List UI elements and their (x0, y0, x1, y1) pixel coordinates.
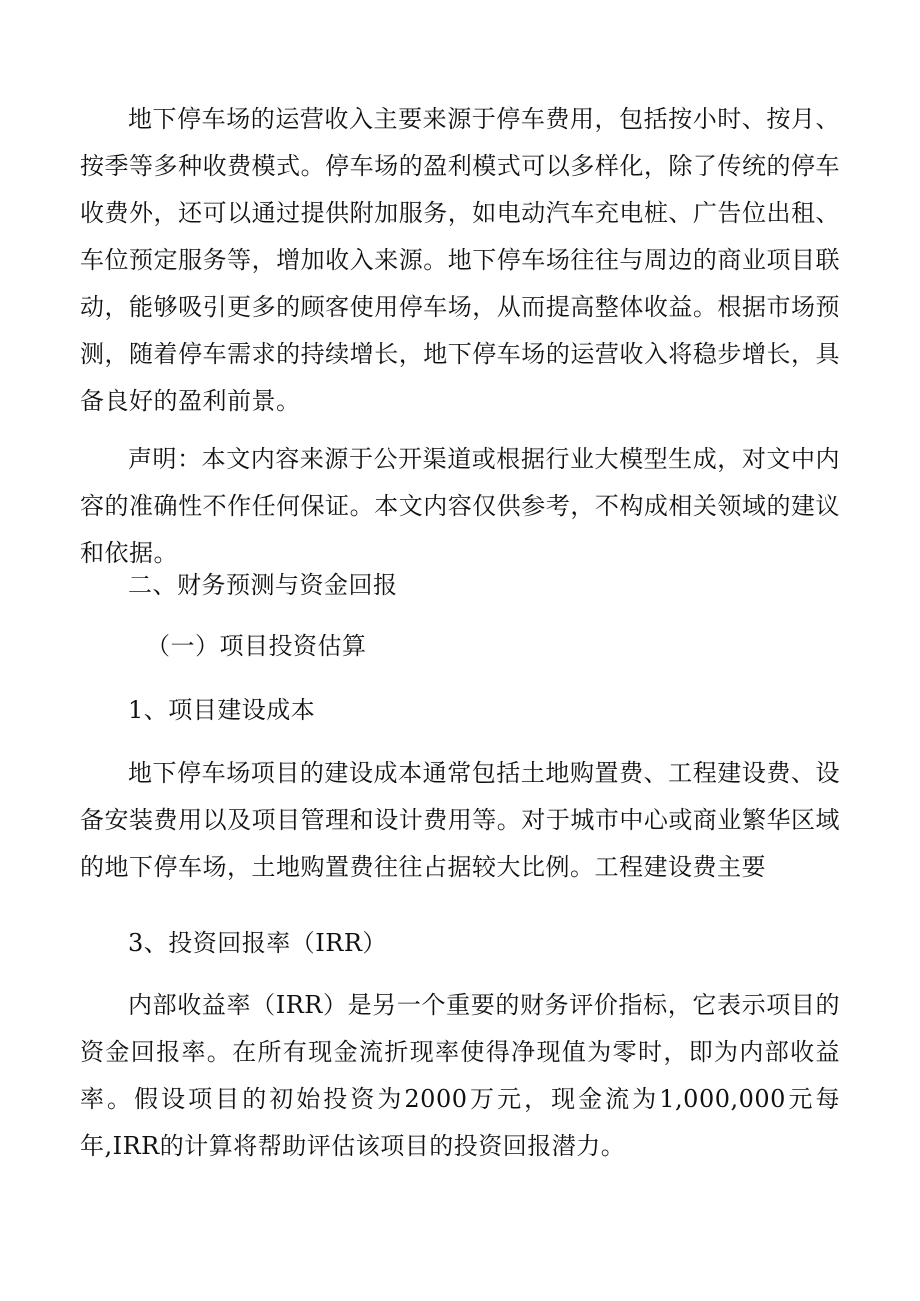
item-3-heading: 3、投资回报率（IRR） (128, 929, 387, 957)
item-1-heading: 1、项目建设成本 (128, 696, 316, 724)
section-heading: 二、财务预测与资金回报 (128, 571, 398, 599)
subsection-heading: （一）项目投资估算 (146, 632, 367, 660)
paragraph-operating-revenue: 地下停车场的运营收入主要来源于停车费用，包括按小时、按月、按季等多种收费模式。停车场的盈利模式可以多样化，除了传统的停车收费外，还可以通过提供附加服务，如电动汽车充电桩、广告位出租、车位预定服务等，增加收入来源。地下停车场往往与周边的商业项目联动，能够吸引更多的顾客使用停车场，从而提高整体收益。根据市场预测，随着停车需求的持续增长，地下停车场的运营收入将稳步增长，具备良好的盈利前景。 (80, 105, 840, 415)
construction-cost-paragraph: 地下停车场项目的建设成本通常包括土地购置费、工程建设费、设备安装费用以及项目管理和设计费用等。对于城市中心或商业繁华区域的地下停车场，土地购置费往往占据较大比例。工程建设费主要 (80, 759, 840, 881)
irr-paragraph: 内部收益率（IRR）是另一个重要的财务评价指标，它表示项目的资金回报率。在所有现金流折现率使得净现值为零时，即为内部收益率。假设项目的初始投资为2000万元，现金流为1,000,000元每年,IRR的计算将帮助评估该项目的投资回报潜力。 (80, 991, 840, 1160)
disclaimer-paragraph: 声明：本文内容来源于公开渠道或根据行业大模型生成，对文中内容的准确性不作任何保证。本文内容仅供参考，不构成相关领域的建议和依据。 (80, 445, 840, 567)
